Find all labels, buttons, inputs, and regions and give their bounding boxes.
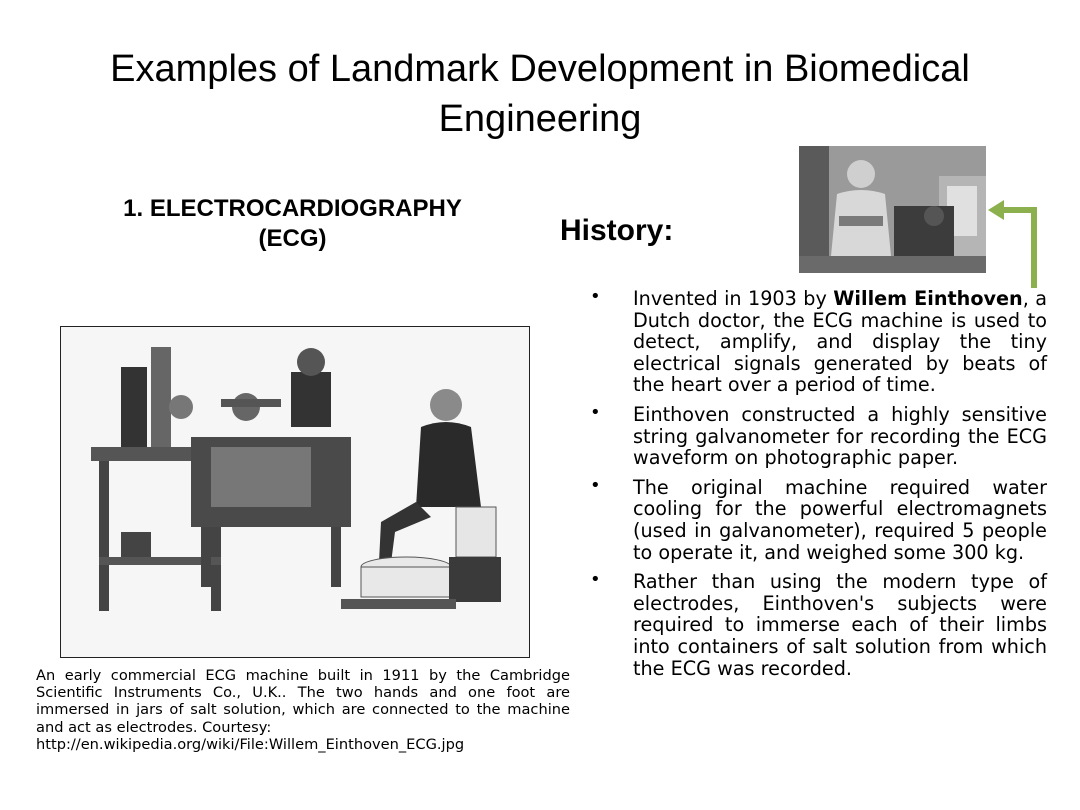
ecg-machine-illustration xyxy=(61,327,529,657)
bullet-text: Rather than using the modern type of electrodes, Einthoven's subjects were required to immerse each of their limbs into containers of salt solution from which the ECG was recorded. xyxy=(633,570,1047,680)
bullet-text: The original machine required water cooling for the powerful electromagnets (used in galvanometer), required 5 people to operate it, and weighed some 300 kg. xyxy=(633,475,1047,564)
list-item xyxy=(590,288,1047,396)
portrait-illustration xyxy=(799,146,986,273)
bullet-text: Invented in 1903 by xyxy=(633,287,834,310)
list-item xyxy=(590,474,1047,564)
photo-caption xyxy=(36,667,570,753)
bullet-icon: • xyxy=(590,286,601,307)
bullet-text-cont: , a Dutch doctor, the ECG machine is used to detect, amplify, and display the tiny electrical signals generated by beats of the heart over a period of time. xyxy=(633,287,1048,397)
bullet-icon: • xyxy=(590,474,601,496)
pointer-arrow-icon xyxy=(986,196,1046,291)
bullet-text: Einthoven constructed a highly sensitive string galvanometer for recording the ECG waveform on photographic paper. xyxy=(633,402,1047,470)
caption-text: An early commercial ECG machine built in 1911 by the Cambridge Scientific Instruments Co., U.K.. The two hands and one foot are immersed in jars of salt solution, which are connected to the machine and act as electrodes. Courtesy: xyxy=(36,667,570,736)
bullet-icon: • xyxy=(590,569,601,591)
slide-title: Examples of Landmark Development in Biomedical Engineering xyxy=(110,48,970,140)
history-bullet-list xyxy=(590,288,1047,687)
ecg-machine-photo xyxy=(60,326,530,658)
history-heading: History: xyxy=(560,214,674,247)
einthoven-portrait xyxy=(799,146,986,273)
caption-source-url: http://en.wikipedia.org/wiki/File:Willem_Einthoven_ECG.jpg xyxy=(36,735,465,753)
list-item xyxy=(590,401,1047,470)
section-heading: 1. ELECTROCARDIOGRAPHY (ECG) xyxy=(123,195,462,252)
list-item xyxy=(590,571,1047,679)
bullet-bold-name: Willem Einthoven xyxy=(833,287,1023,310)
bullet-icon: • xyxy=(590,401,601,423)
